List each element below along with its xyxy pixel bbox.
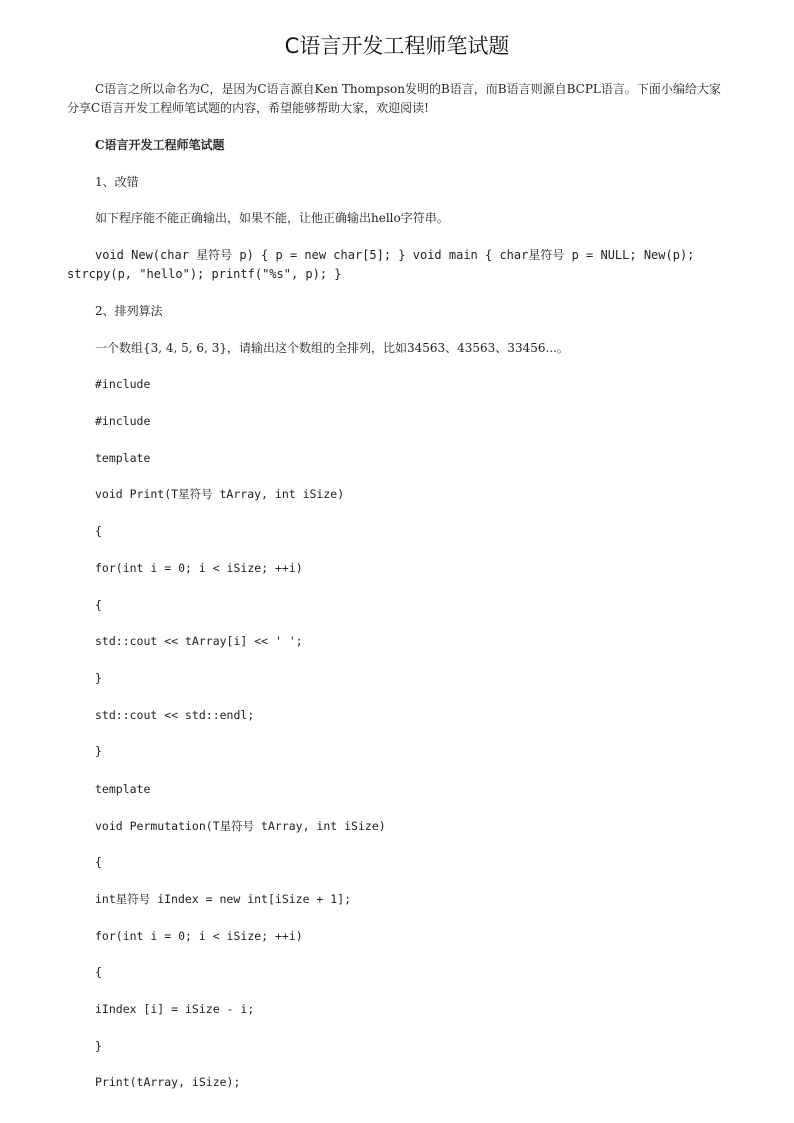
code-line: iIndex [i] = iSize - i; [95, 1002, 255, 1016]
code-line: template [95, 782, 151, 796]
code-line: int星符号 iIndex = new int[iSize + 1]; [95, 892, 352, 906]
code-line: template [95, 451, 151, 465]
code-line: } [95, 744, 102, 758]
code-line: { [95, 855, 102, 869]
code-line: #include [95, 377, 151, 391]
code-line: { [95, 598, 102, 612]
intro-paragraph: C语言之所以命名为C，是因为C语言源自Ken Thompson发明的B语言，而B语言则源自BCPL语言。下面小编给大家分享C语言开发工程师笔试题的内容，希望能够帮助大家，欢迎阅读! [67, 82, 721, 115]
code-line: } [95, 1039, 102, 1053]
code-line: for(int i = 0; i < iSize; ++i) [95, 561, 303, 575]
code-line: void Print(T星符号 tArray, int iSize) [95, 487, 345, 501]
question-2-heading: 2、排列算法 [95, 304, 163, 318]
code-line: { [95, 524, 102, 538]
document-title: C语言开发工程师笔试题 [284, 34, 510, 58]
code-line: #include [95, 414, 151, 428]
code-line: void Permutation(T星符号 tArray, int iSize) [95, 819, 386, 833]
question-1-text: 如下程序能不能正确输出，如果不能，让他正确输出hello字符串。 [95, 211, 449, 225]
question-2-text: 一个数组{3, 4, 5, 6, 3}，请输出这个数组的全排列，比如34563、43563、33456...。 [95, 341, 569, 355]
code-line: std::cout << std::endl; [95, 708, 255, 722]
code-line: Print(tArray, iSize); [95, 1075, 241, 1089]
question-1-heading: 1、改错 [95, 175, 139, 189]
code-line: std::cout << tArray[i] << ' '; [95, 634, 303, 648]
section-heading: C语言开发工程师笔试题 [95, 138, 225, 152]
code-line: } [95, 671, 102, 685]
code-line: { [95, 965, 102, 979]
code-line: for(int i = 0; i < iSize; ++i) [95, 929, 303, 943]
question-1-code: void New(char 星符号 p) { p = new char[5]; } void main { char星符号 p = NULL; New(p); strcpy(p, "hello"); printf("%s", p); } [67, 248, 695, 281]
